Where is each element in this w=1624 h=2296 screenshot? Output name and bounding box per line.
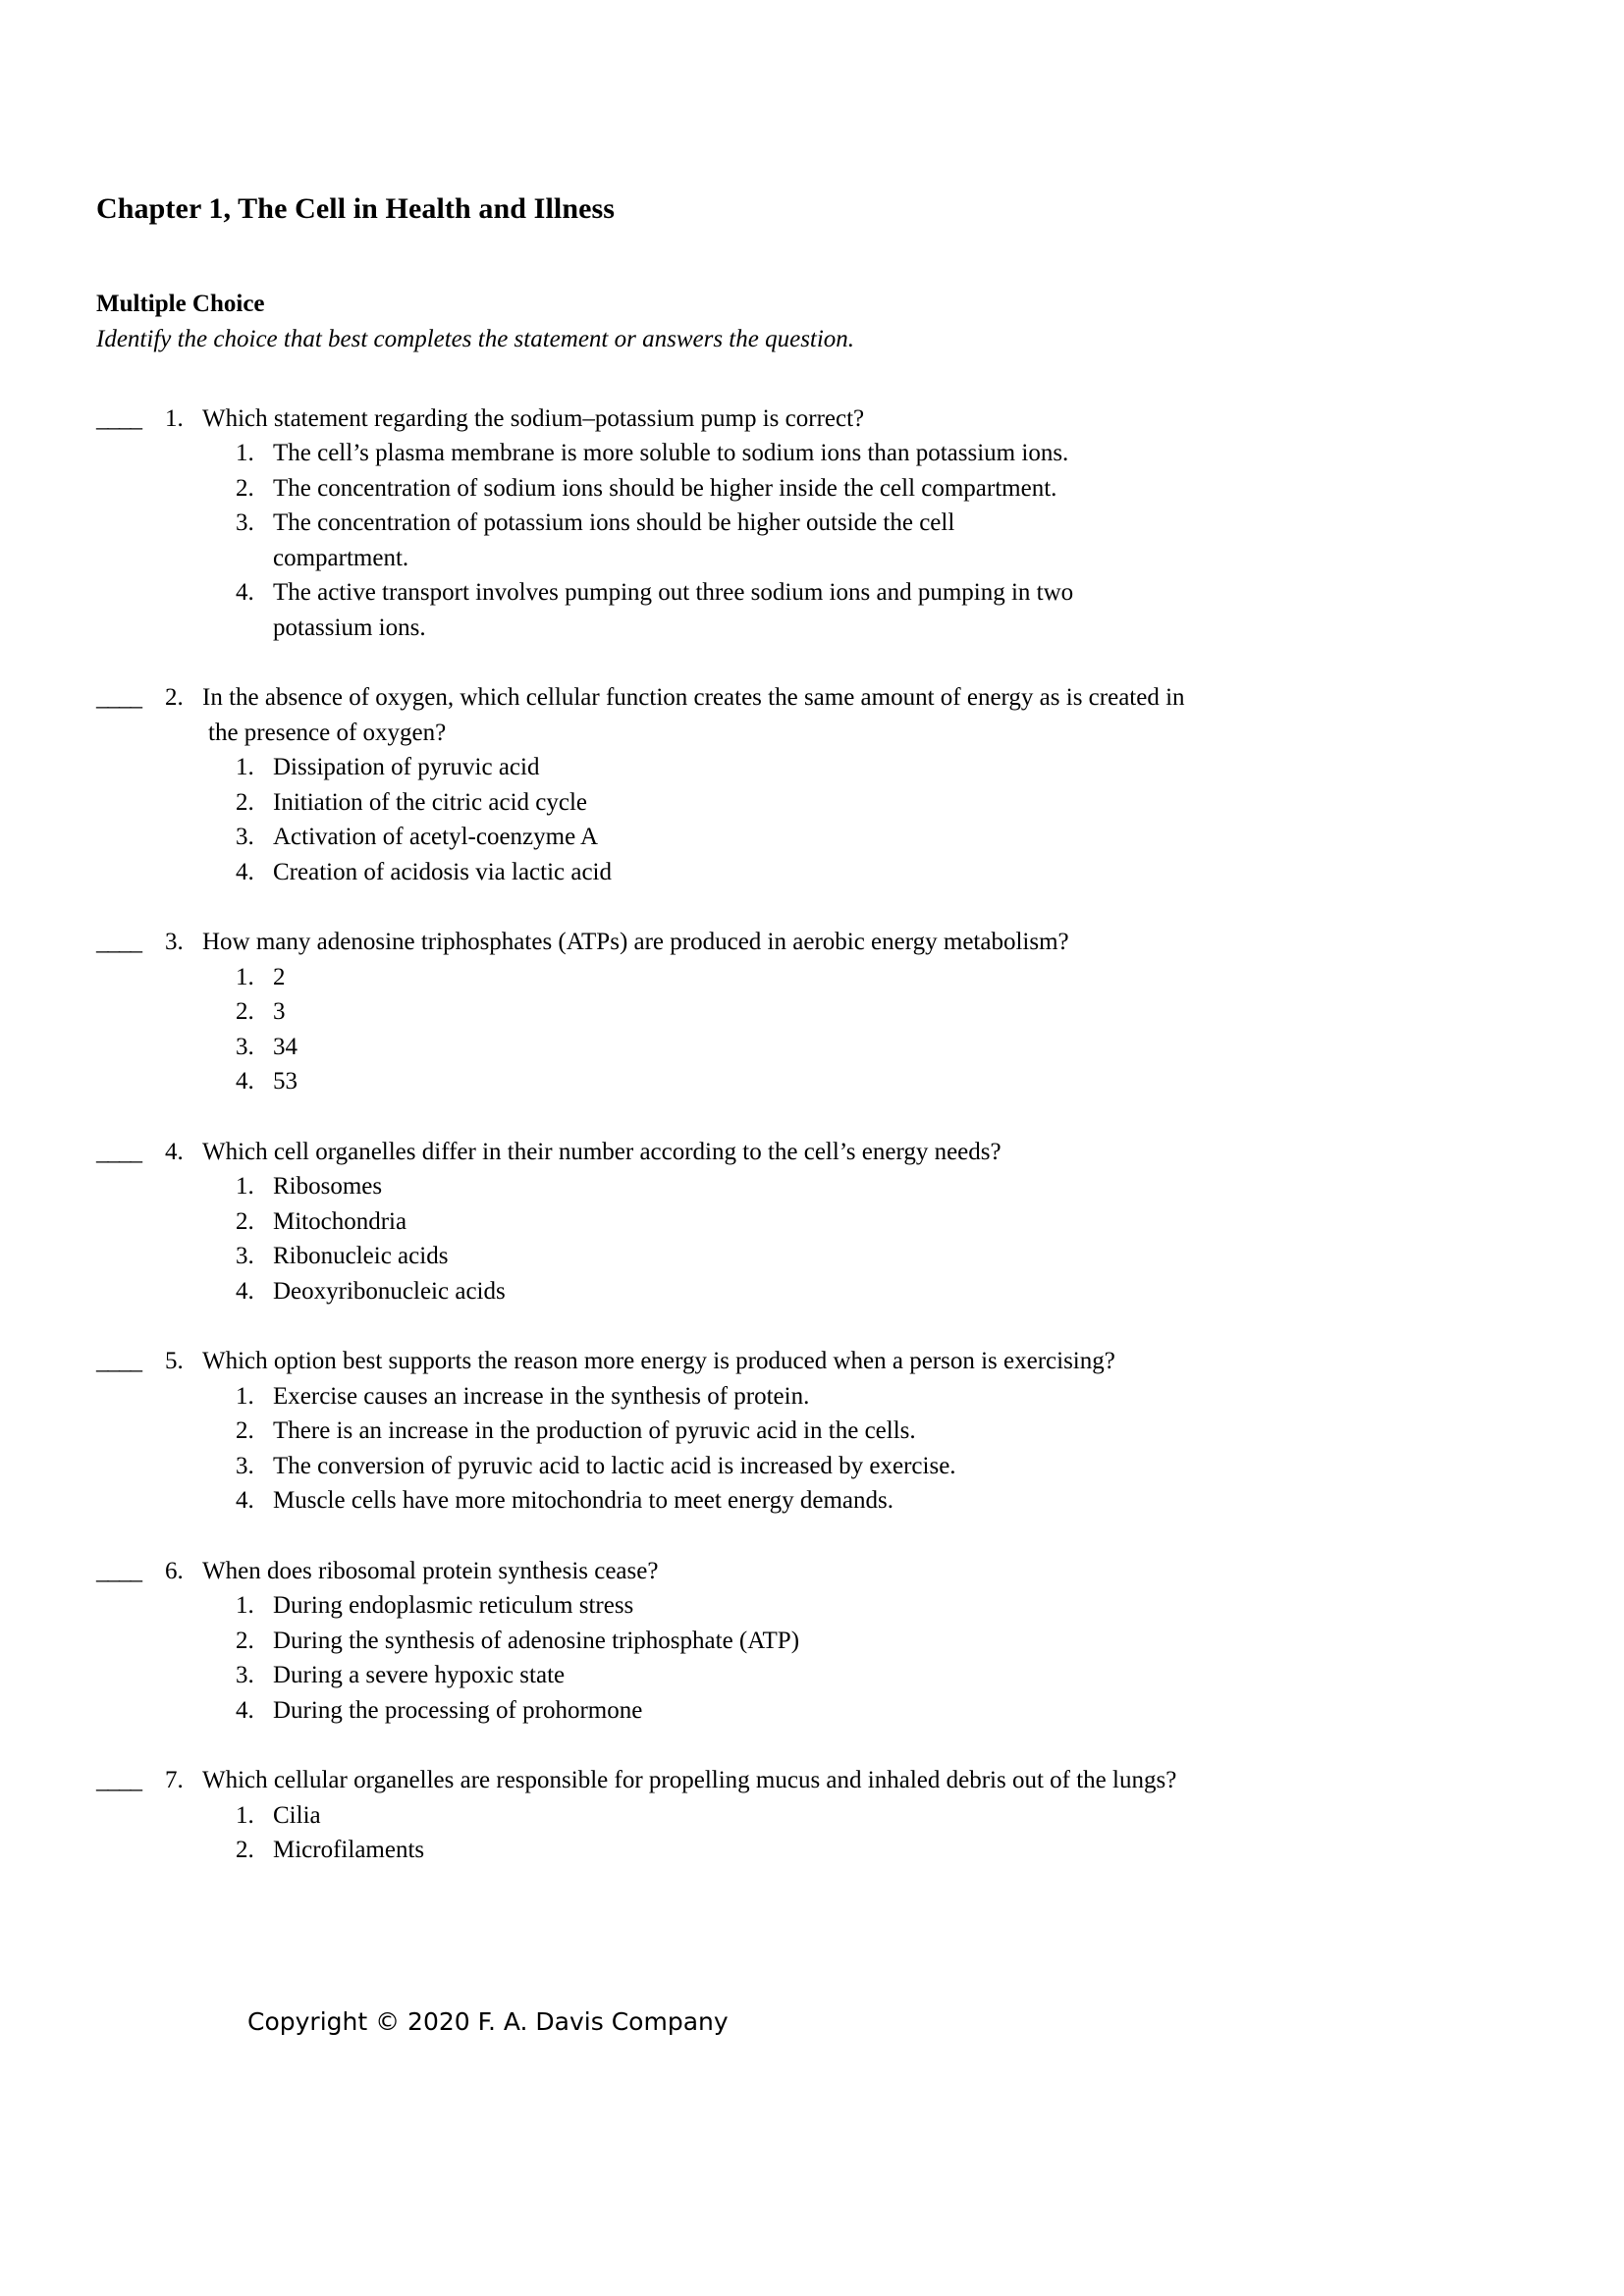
question-item (96, 401, 1538, 646)
option-number: 3. (236, 824, 254, 850)
option-list (159, 960, 1538, 1099)
question-stem-row (159, 925, 1538, 960)
option-number: 4. (236, 579, 254, 606)
option-text-line: 53 (273, 1068, 298, 1095)
question-text-line: When does ribosomal protein synthesis cease? (202, 1557, 659, 1584)
option-text-line: 3 (273, 998, 286, 1025)
question-item (96, 1135, 1538, 1309)
option-text-line: Dissipation of pyruvic acid (273, 754, 540, 780)
option-item[interactable] (236, 1274, 1538, 1309)
option-text-line: Cilia (273, 1801, 321, 1829)
question-number: 7. (165, 1767, 184, 1793)
option-text-line: Deoxyribonucleic acids (273, 1277, 506, 1305)
option-number: 1. (236, 1592, 254, 1619)
answer-blank[interactable]: ____ (96, 404, 141, 432)
question-text (202, 925, 1538, 960)
question-text-line: How many adenosine triphosphates (ATPs) are produced in aerobic energy metabolism? (202, 929, 1069, 955)
option-item[interactable] (236, 1204, 1538, 1240)
option-item[interactable] (236, 1833, 1538, 1868)
option-number: 4. (236, 858, 254, 885)
option-item[interactable] (236, 1588, 1538, 1624)
question-body (159, 1344, 1538, 1519)
option-item[interactable] (236, 1798, 1538, 1834)
option-number: 1. (236, 1801, 254, 1829)
option-item[interactable] (236, 1030, 1538, 1065)
question-stem-row (159, 401, 1538, 437)
option-number: 1. (236, 440, 254, 466)
option-item[interactable] (236, 1064, 1538, 1099)
option-item[interactable] (236, 1379, 1538, 1415)
question-body (159, 401, 1538, 646)
option-text-line: Exercise causes an increase in the synthesis of protein. (273, 1382, 810, 1410)
option-text-line: Ribonucleic acids (273, 1243, 449, 1269)
option-text (273, 506, 1538, 575)
question-body (159, 1135, 1538, 1309)
option-text (273, 1624, 1538, 1659)
option-text-line: There is an increase in the production of pyruvic acid in the cells. (273, 1417, 916, 1444)
answer-blank[interactable]: ____ (96, 929, 141, 955)
option-text (273, 1379, 1538, 1415)
option-list (159, 750, 1538, 889)
option-text (273, 750, 1538, 785)
option-text-line: Ribosomes (273, 1173, 383, 1200)
answer-blank[interactable]: ____ (96, 1138, 141, 1165)
option-number: 3. (236, 509, 254, 536)
option-list (159, 436, 1538, 645)
option-text (273, 1693, 1538, 1729)
option-text (273, 1833, 1538, 1868)
option-item[interactable] (236, 855, 1538, 890)
option-item[interactable] (236, 994, 1538, 1030)
answer-blank[interactable]: ____ (96, 1348, 141, 1374)
option-list (159, 1379, 1538, 1519)
option-number: 3. (236, 1243, 254, 1269)
option-text-line: Mitochondria (273, 1207, 407, 1235)
option-text-line: 2 (273, 963, 286, 990)
question-item (96, 1344, 1538, 1519)
option-item[interactable] (236, 820, 1538, 855)
option-number: 3. (236, 1662, 254, 1688)
option-text (273, 855, 1538, 890)
section-instruction: Identify the choice that best completes the statement or answers the question. (96, 325, 855, 352)
question-item (96, 680, 1538, 889)
option-item[interactable] (236, 1449, 1538, 1484)
question-text-line: Which option best supports the reason more energy is produced when a person is exercising? (202, 1348, 1115, 1374)
option-item[interactable] (236, 960, 1538, 995)
option-text-line: The concentration of sodium ions should be higher inside the cell compartment. (273, 474, 1057, 502)
option-text-line: Muscle cells have more mitochondria to meet energy demands. (273, 1487, 893, 1514)
option-item[interactable] (236, 1414, 1538, 1449)
question-stem-row (159, 1344, 1538, 1379)
option-text (273, 1030, 1538, 1065)
option-text (273, 1483, 1538, 1519)
option-text (273, 1449, 1538, 1484)
option-item[interactable] (236, 1239, 1538, 1274)
question-body (159, 1763, 1538, 1868)
option-text (273, 1064, 1538, 1099)
question-body (159, 680, 1538, 889)
copyright-footer: Copyright © 2020 F. A. Davis Company (247, 2007, 729, 2036)
option-item[interactable] (236, 436, 1538, 471)
question-number: 5. (165, 1348, 184, 1374)
option-number: 4. (236, 1487, 254, 1514)
option-text (273, 1658, 1538, 1693)
option-number: 3. (236, 1033, 254, 1060)
option-text-line: The concentration of potassium ions should be higher outside the cell (273, 509, 955, 536)
answer-blank[interactable]: ____ (96, 1767, 141, 1793)
option-text (273, 820, 1538, 855)
question-number: 6. (165, 1557, 184, 1584)
question-number: 4. (165, 1138, 184, 1165)
question-number: 1. (165, 404, 184, 432)
question-text (202, 1554, 1538, 1589)
option-number: 2. (236, 1837, 254, 1863)
option-number: 2. (236, 1417, 254, 1444)
question-text (202, 1763, 1538, 1798)
question-number: 2. (165, 684, 184, 711)
question-item (96, 1763, 1538, 1868)
option-number: 4. (236, 1696, 254, 1724)
option-text (273, 1588, 1538, 1624)
option-text-line: Creation of acidosis via lactic acid (273, 858, 613, 885)
option-item[interactable] (236, 785, 1538, 821)
option-text (273, 1239, 1538, 1274)
option-number: 4. (236, 1277, 254, 1305)
question-text (202, 680, 1538, 750)
question-body (159, 925, 1538, 1099)
option-text-line: The cell’s plasma membrane is more soluble to sodium ions than potassium ions. (273, 440, 1069, 466)
option-item[interactable] (236, 575, 1538, 645)
option-list (159, 1169, 1538, 1308)
option-number: 1. (236, 754, 254, 780)
question-stem-row (159, 1554, 1538, 1589)
question-list (96, 401, 1538, 1868)
option-number: 2. (236, 998, 254, 1025)
option-number: 2. (236, 788, 254, 816)
option-text (273, 1798, 1538, 1834)
question-item (96, 1554, 1538, 1729)
option-item[interactable] (236, 1693, 1538, 1729)
option-text-line: Initiation of the citric acid cycle (273, 788, 587, 816)
option-number: 1. (236, 1173, 254, 1200)
option-text-line: During the processing of prohormone (273, 1696, 643, 1724)
question-item (96, 925, 1538, 1099)
option-list (159, 1798, 1538, 1868)
option-text-line: 34 (273, 1033, 298, 1060)
question-text-line: Which cell organelles differ in their number according to the cell’s energy needs? (202, 1138, 1001, 1165)
question-stem-row (159, 1763, 1538, 1798)
option-text (273, 1204, 1538, 1240)
question-text (202, 401, 1538, 437)
option-text-line: potassium ions. (273, 614, 426, 641)
answer-blank[interactable]: ____ (96, 1557, 141, 1584)
option-text-line: During endoplasmic reticulum stress (273, 1592, 634, 1619)
section-heading: Multiple Choice (96, 290, 265, 317)
option-text (273, 1274, 1538, 1309)
option-number: 2. (236, 474, 254, 502)
option-text (273, 436, 1538, 471)
option-number: 3. (236, 1452, 254, 1479)
option-text (273, 960, 1538, 995)
option-text-line: Microfilaments (273, 1837, 425, 1863)
question-text-line: Which cellular organelles are responsible for propelling mucus and inhaled debris out of the lungs? (202, 1767, 1177, 1793)
option-text-line: compartment. (273, 544, 409, 571)
option-number: 2. (236, 1627, 254, 1654)
option-item[interactable] (236, 1483, 1538, 1519)
option-text (273, 994, 1538, 1030)
option-text-line: During a severe hypoxic state (273, 1662, 566, 1688)
option-item[interactable] (236, 1658, 1538, 1693)
option-text (273, 785, 1538, 821)
question-text-line: Which statement regarding the sodium–potassium pump is correct? (202, 404, 865, 432)
option-item[interactable] (236, 506, 1538, 575)
answer-blank[interactable]: ____ (96, 684, 141, 711)
option-text (273, 575, 1538, 645)
option-text-line: During the synthesis of adenosine triphosphate (ATP) (273, 1627, 800, 1654)
option-number: 4. (236, 1068, 254, 1095)
option-text (273, 1169, 1538, 1204)
option-text-line: The active transport involves pumping out three sodium ions and pumping in two (273, 579, 1074, 606)
question-text (202, 1135, 1538, 1170)
option-number: 2. (236, 1207, 254, 1235)
option-number: 1. (236, 1382, 254, 1410)
question-text (202, 1344, 1538, 1379)
option-list (159, 1588, 1538, 1728)
question-stem-row (159, 1135, 1538, 1170)
question-stem-row (159, 680, 1538, 750)
option-item[interactable] (236, 471, 1538, 507)
option-text-line: The conversion of pyruvic acid to lactic acid is increased by exercise. (273, 1452, 956, 1479)
question-text-line: the presence of oxygen? (208, 719, 447, 746)
option-item[interactable] (236, 1624, 1538, 1659)
option-item[interactable] (236, 750, 1538, 785)
option-text-line: Activation of acetyl-coenzyme A (273, 824, 599, 850)
page-title: Chapter 1, The Cell in Health and Illness (96, 192, 616, 225)
question-body (159, 1554, 1538, 1729)
option-text (273, 471, 1538, 507)
option-item[interactable] (236, 1169, 1538, 1204)
option-number: 1. (236, 963, 254, 990)
option-text (273, 1414, 1538, 1449)
question-number: 3. (165, 929, 184, 955)
question-text-line: In the absence of oxygen, which cellular function creates the same amount of energy as is created in (202, 684, 1185, 711)
